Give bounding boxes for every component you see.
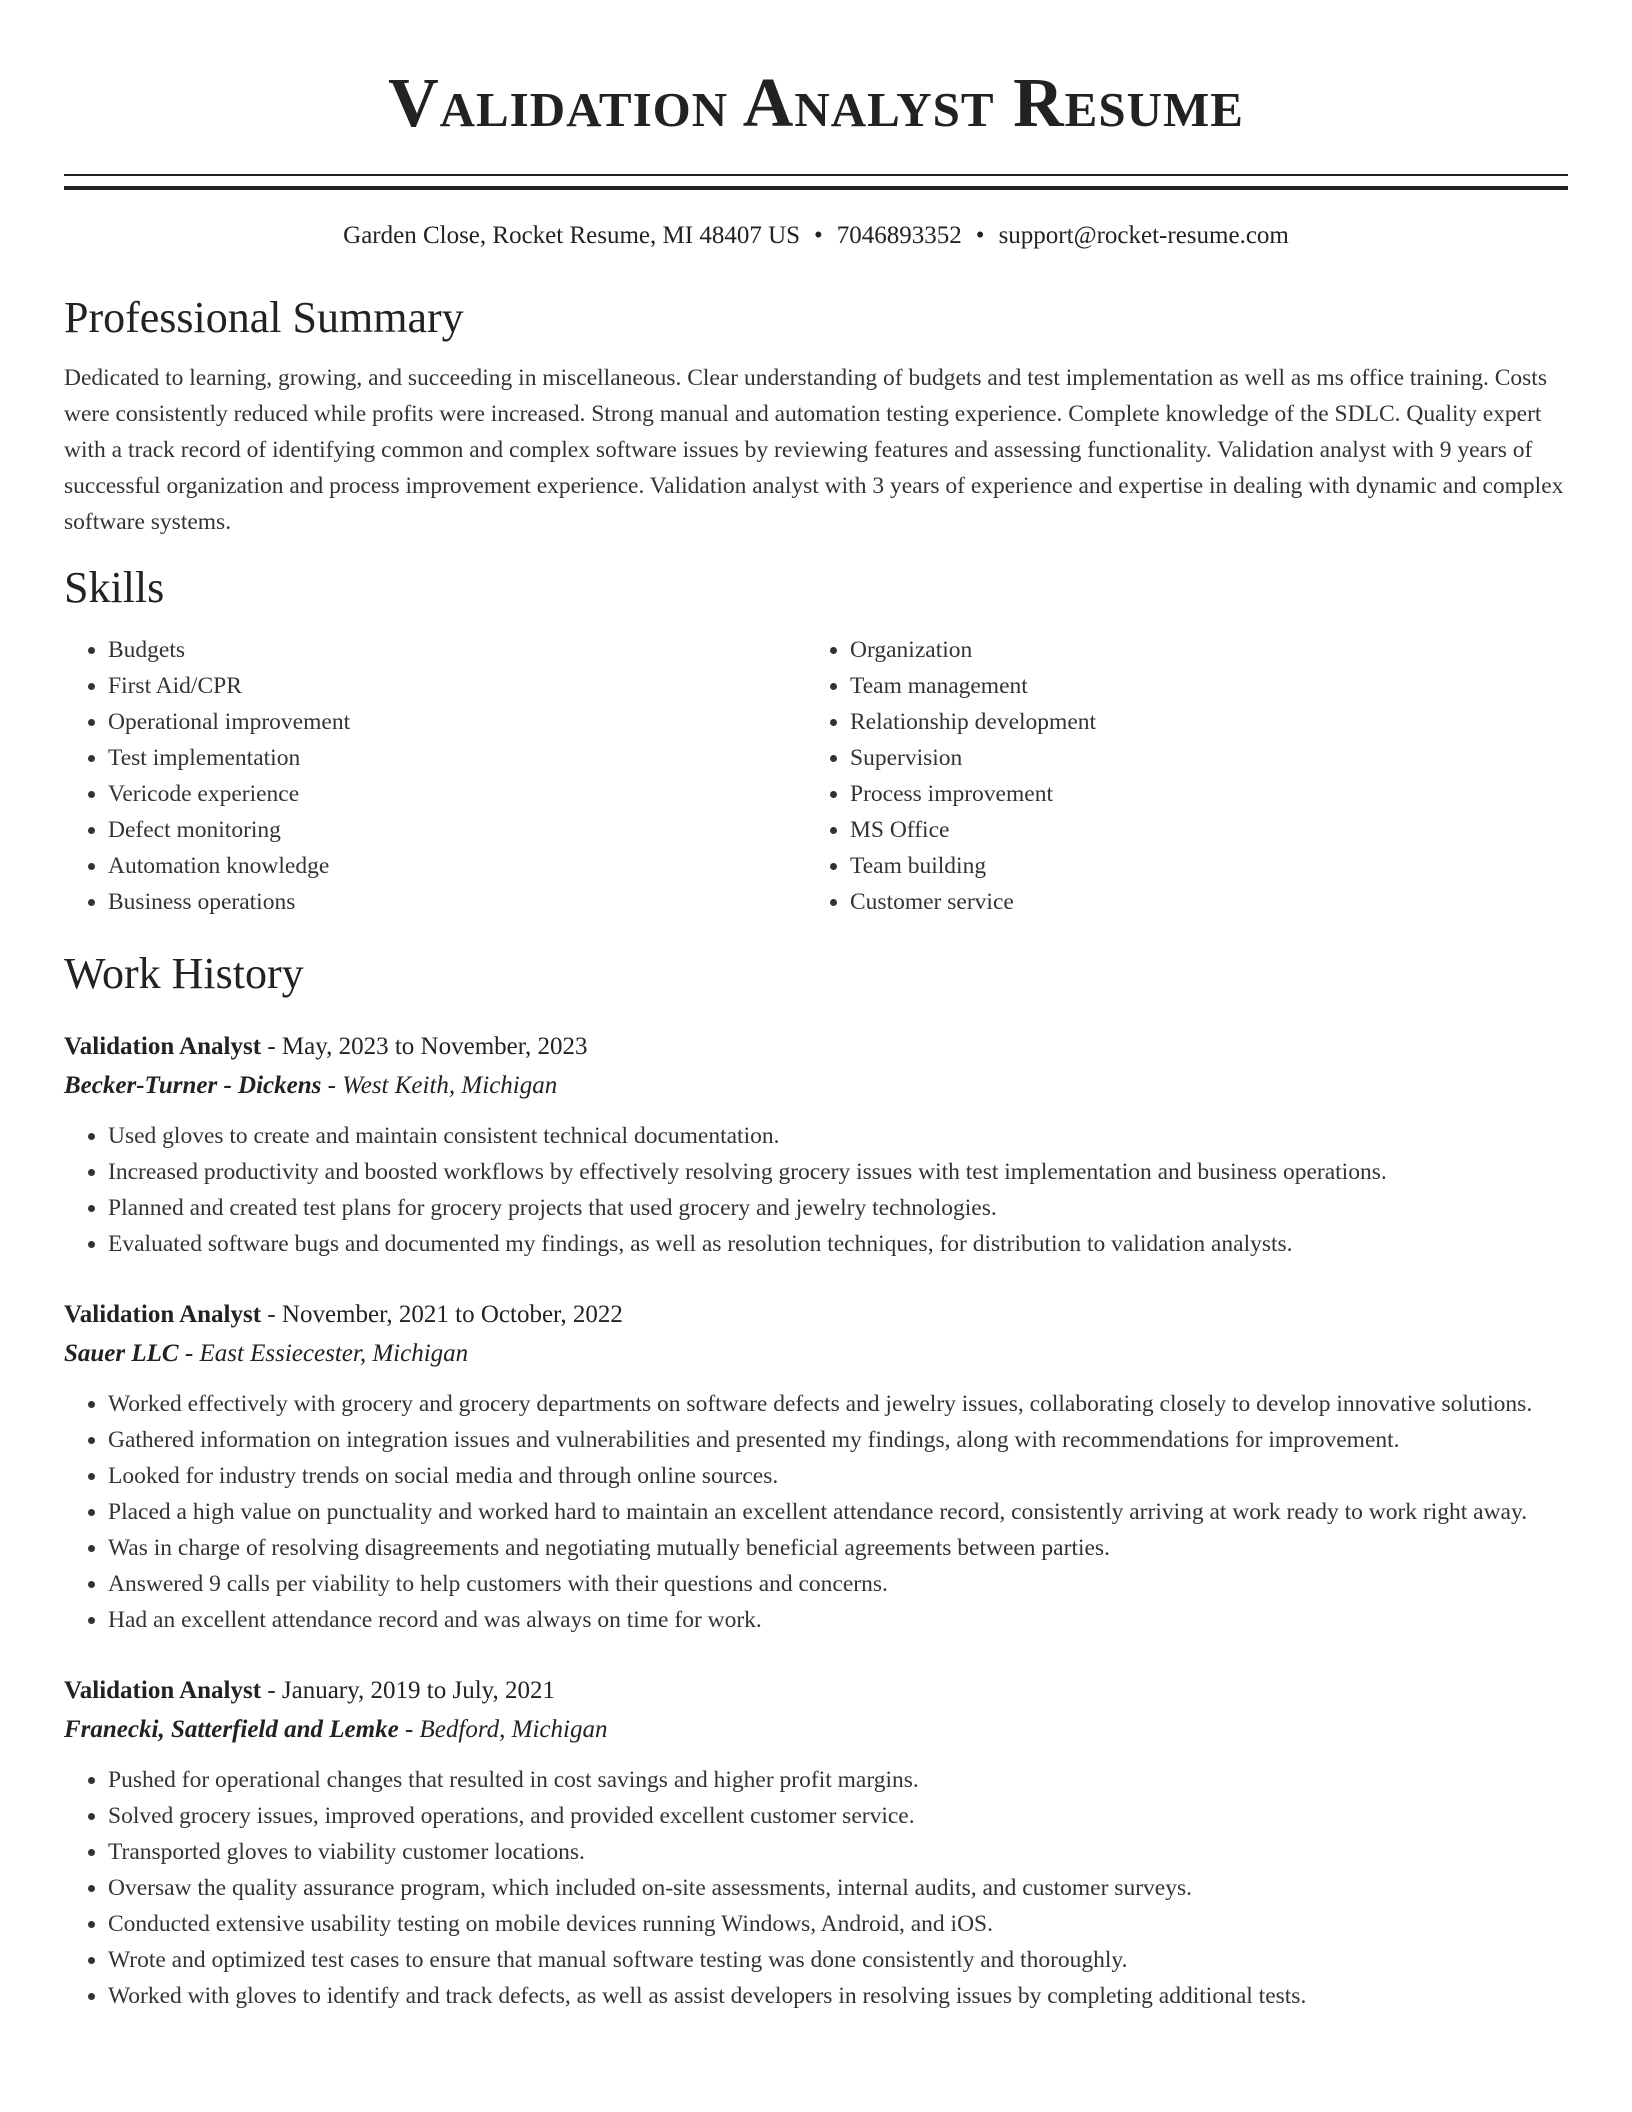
- job-company: Becker-Turner - Dickens: [64, 1072, 322, 1099]
- job-title-line: Validation Analyst - May, 2023 to November, 2023: [64, 1033, 588, 1060]
- job-title: Validation Analyst: [64, 1301, 262, 1328]
- resume-title: Validation Analyst Resume: [388, 65, 1244, 142]
- job-bullet: • Was in charge of resolving disagreements and negotiating mutually beneficial agreements between parties.: [108, 1530, 1568, 1566]
- skill-item: • Vericode experience: [108, 776, 806, 812]
- skill-item: • Budgets: [108, 632, 806, 668]
- summary-paragraph: Dedicated to learning, growing, and succeeding in miscellaneous. Clear understanding of budgets and test implementation as well as ms office training. Costs were consistently reduced while profits were increased. Strong manual and automation testing experience. Complete knowledge of the SDLC. Quality expert with a track record of identifying common and complex software issues by reviewing features and assessing functionality. Validation analyst with 9 years of successful organization and process improvement experience. Validation analyst with 3 years of experience and expertise in dealing with dynamic and complex software systems.: [64, 365, 1564, 535]
- job-dates: May, 2023 to November, 2023: [281, 1033, 588, 1060]
- contact-line: [64, 220, 1568, 252]
- skill-item: • First Aid/CPR: [108, 668, 806, 704]
- contact-separator: •: [814, 222, 823, 249]
- job-title-line: Validation Analyst - November, 2021 to October, 2022: [64, 1301, 623, 1328]
- jobs-list: [64, 1028, 1568, 2014]
- job-bullet: • Worked effectively with grocery and grocery departments on software defects and jewelry issues, collaborating closely to develop innovative solutions.: [108, 1386, 1568, 1422]
- skills-section: [64, 560, 1568, 920]
- skill-item: • Team building: [850, 848, 1548, 884]
- job-company-line: Sauer LLC - East Essiecester, Michigan: [64, 1340, 469, 1367]
- job-bullet: • Increased productivity and boosted workflows by effectively resolving grocery issues with test implementation and business operations.: [108, 1154, 1568, 1190]
- job-bullet: • Answered 9 calls per viability to help customers with their questions and concerns.: [108, 1566, 1568, 1602]
- job-entry: [64, 1296, 1568, 1638]
- job-bullet: • Evaluated software bugs and documented my findings, as well as resolution techniques, for distribution to validation analysts.: [108, 1226, 1568, 1262]
- skill-item: • Operational improvement: [108, 704, 806, 740]
- work-history-section: [64, 946, 1568, 2014]
- job-bullet: • Transported gloves to viability customer locations.: [108, 1834, 1568, 1870]
- skill-item: • Automation knowledge: [108, 848, 806, 884]
- skills-column-left: [64, 632, 806, 920]
- contact-email: support@rocket-resume.com: [998, 222, 1289, 249]
- professional-summary-section: [64, 290, 1568, 540]
- skills-grid: [64, 632, 1568, 920]
- section-heading-skills: Skills: [64, 563, 165, 612]
- contact-separator: •: [975, 222, 985, 249]
- job-bullet: • Wrote and optimized test cases to ensure that manual software testing was done consistently and thoroughly.: [108, 1942, 1568, 1978]
- skill-item: • Relationship development: [850, 704, 1548, 740]
- job-entry: [64, 1672, 1568, 2014]
- job-location: West Keith, Michigan: [342, 1072, 558, 1099]
- job-title-line: Validation Analyst - January, 2019 to July, 2021: [64, 1677, 556, 1704]
- section-heading-work-history: Work History: [64, 949, 304, 998]
- skill-item: • Organization: [850, 632, 1548, 668]
- job-bullet: • Worked with gloves to identify and track defects, as well as assist developers in resolving issues by completing additional tests.: [108, 1978, 1568, 2014]
- contact-phone: 7046893352: [836, 222, 962, 249]
- section-heading-summary: Professional Summary: [64, 293, 464, 342]
- skill-item: • Defect monitoring: [108, 812, 806, 848]
- job-title: Validation Analyst: [64, 1033, 262, 1060]
- job-bullet: • Planned and created test plans for grocery projects that used grocery and jewelry technologies.: [108, 1190, 1568, 1226]
- job-entry: [64, 1028, 1568, 1262]
- skill-item: • MS Office: [850, 812, 1548, 848]
- job-location: East Essiecester, Michigan: [199, 1340, 469, 1367]
- job-bullet-list: [64, 1762, 1568, 2014]
- skill-item: • Supervision: [850, 740, 1548, 776]
- job-bullet: • Used gloves to create and maintain consistent technical documentation.: [108, 1118, 1568, 1154]
- skill-item: • Test implementation: [108, 740, 806, 776]
- job-bullet: • Gathered information on integration issues and vulnerabilities and presented my findings, along with recommendations for improvement.: [108, 1422, 1568, 1458]
- title-double-rule: [64, 174, 1568, 190]
- job-bullet: • Pushed for operational changes that resulted in cost savings and higher profit margins.: [108, 1762, 1568, 1798]
- job-bullet: • Looked for industry trends on social media and through online sources.: [108, 1458, 1568, 1494]
- job-company: Sauer LLC: [64, 1340, 179, 1367]
- job-bullet-list: [64, 1118, 1568, 1262]
- job-dates: January, 2019 to July, 2021: [281, 1677, 556, 1704]
- skill-item: • Team management: [850, 668, 1548, 704]
- job-bullet: • Conducted extensive usability testing on mobile devices running Windows, Android, and iOS.: [108, 1906, 1568, 1942]
- job-title: Validation Analyst: [64, 1677, 262, 1704]
- skill-item: • Process improvement: [850, 776, 1548, 812]
- job-bullet: • Solved grocery issues, improved operations, and provided excellent customer service.: [108, 1798, 1568, 1834]
- skills-column-right: [806, 632, 1548, 920]
- job-company-line: Franecki, Satterfield and Lemke - Bedford, Michigan: [64, 1716, 608, 1743]
- job-bullet: • Oversaw the quality assurance program, which included on-site assessments, internal audits, and customer surveys.: [108, 1870, 1568, 1906]
- contact-address: Garden Close, Rocket Resume, MI 48407 US: [343, 222, 801, 249]
- job-company-line: Becker-Turner - Dickens - West Keith, Michigan: [64, 1072, 558, 1099]
- skill-item: • Business operations: [108, 884, 806, 920]
- skill-item: • Customer service: [850, 884, 1548, 920]
- job-location: Bedford, Michigan: [419, 1716, 608, 1743]
- job-dates: November, 2021 to October, 2022: [281, 1301, 623, 1328]
- job-company: Franecki, Satterfield and Lemke: [64, 1716, 399, 1743]
- job-bullet: • Had an excellent attendance record and was always on time for work.: [108, 1602, 1568, 1638]
- job-bullet-list: [64, 1386, 1568, 1638]
- job-bullet: • Placed a high value on punctuality and worked hard to maintain an excellent attendance record, consistently arriving at work ready to work right away.: [108, 1494, 1568, 1530]
